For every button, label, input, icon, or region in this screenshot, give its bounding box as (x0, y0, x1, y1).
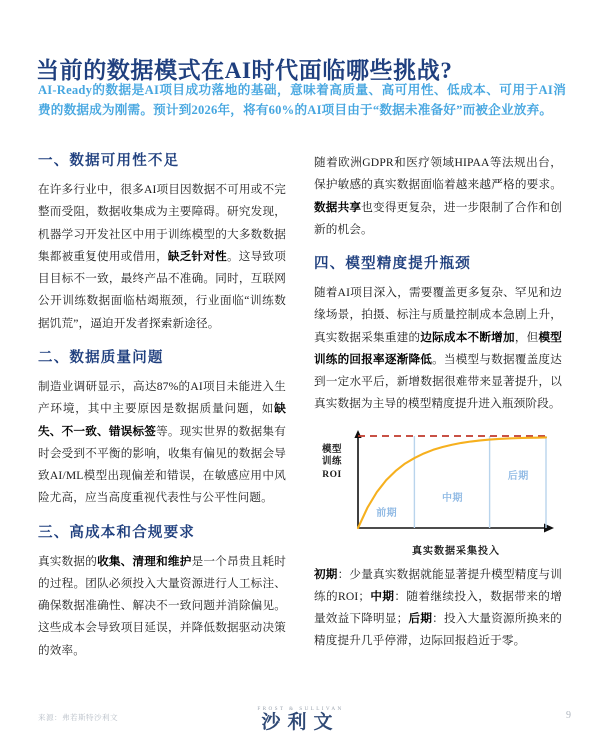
section-heading-1: 一、数据可用性不足 (38, 153, 180, 169)
intro-paragraph: AI-Ready的数据是AI项目成功落地的基础，意味着高质量、高可用性、低成本、可用于AI消费的数据成为刚需。预计到2026年，将有60%的AI项目由于“数据未准备好”而被企业放弃。 (38, 83, 566, 118)
chart-phase-label-early: 前期 (376, 508, 398, 520)
section-body-4: 随着AI项目深入，需要覆盖更多复杂、罕见和边缘场景，拍摄、标注与质量控制成本急剧上升，真实数据采集重建的边际成本不断增加，但模型训练的回报率逐渐降低。当模型与数据覆盖度达到一定水平后，新增数据很难带来显著提升，以真实数据为主导的模型精度提升进入瓶颈阶段。 (314, 286, 562, 411)
roi-diminishing-returns-chart (314, 430, 562, 558)
section-heading-4: 四、模型精度提升瓶颈 (314, 256, 471, 272)
logo-chinese-text: 沙利文 (261, 712, 340, 733)
section-body-1: 在许多行业中，很多AI项目因数据不可用或不完整而受阻，数据收集成为主要障碍。研究发现，机器学习开发社区中用于训练模型的大多数数据集都被重复使用或借用，缺乏针对性。这导致项目目标不一致，最终产品不准确。同时，互联网公开训练数据面临枯竭瓶颈，行业面临“训练数据饥荒”，逼迫开发者探索新途径。 (38, 183, 286, 330)
section-body-2: 制造业调研显示，高达87%的AI项目未能进入生产环境，其中主要原因是数据质量问题，如缺失、不一致、错误标签等。现实世界的数据集有时会受到不平衡的影响，收集有偏见的数据会导致AI/ML模型出现偏差和错误，在敏感应用中风险尤高，应当高度重视代表性与公平性问题。 (38, 380, 286, 505)
chart-plot-area (350, 430, 562, 542)
frost-sullivan-logo (221, 706, 381, 733)
chart-phase-label-late: 后期 (507, 471, 529, 483)
chart-y-axis-label-line-2: 训练 (321, 457, 342, 468)
chart-x-axis-label: 真实数据采集投入 (412, 545, 500, 557)
left-column (38, 152, 286, 662)
logo-english-text: FROST & SULLIVAN (257, 706, 344, 712)
section-body-3: 真实数据的收集、清理和维护是一个昂贵且耗时的过程。团队必须投入大量资源进行人工标注、确保数据准确性、解决不一致问题并消除偏见。这些成本会导致项目延误，并降低数据驱动决策的效率。 (38, 554, 286, 657)
source-note: 来源：弗若斯特沙利文 (38, 713, 118, 722)
page-title: 当前的数据模式在AI时代面临哪些挑战? (36, 58, 453, 84)
right-column (314, 152, 562, 653)
chart-y-axis-label-line-3: ROI (322, 470, 342, 481)
section-heading-2: 二、数据质量问题 (38, 349, 164, 366)
chart-phase-label-mid: 中期 (442, 493, 463, 505)
chart-caption: 初期：少量真实数据就能显著提升模型精度与训练的ROI；中期：随着继续投入，数据带来的增量效益下降明显；后期：投入大量资源所换来的精度提升几乎停滞，边际回报趋近于零。 (314, 567, 563, 648)
page-number: 9 (566, 710, 571, 721)
chart-y-axis-label (314, 444, 350, 482)
section-heading-3: 三、高成本和合规要求 (38, 524, 195, 541)
compliance-body: 随着欧洲GDPR和医疗领域HIPAA等法规出台，保护敏感的真实数据面临着越来越严格的要求。数据共享也变得更复杂，进一步限制了合作和创新的机会。 (314, 156, 562, 236)
chart-y-axis-label-line-1: 模型 (321, 444, 342, 455)
